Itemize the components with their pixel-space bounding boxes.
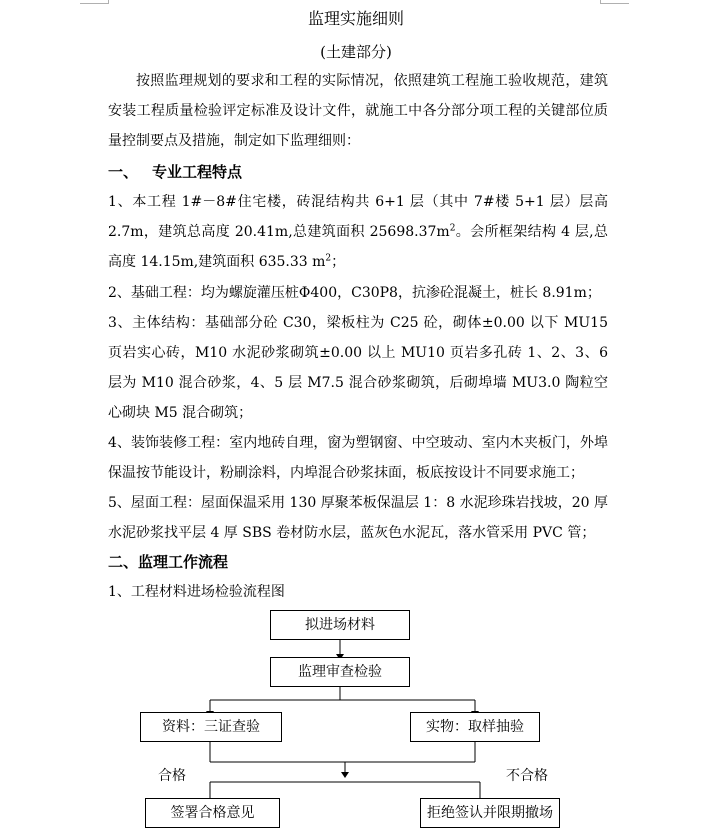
item1-superscript: 2 bbox=[449, 223, 456, 234]
flow-box-sign-approval: 签署合格意见 bbox=[145, 798, 280, 828]
section-title: 专业工程特点 bbox=[152, 163, 243, 181]
flow-label-pass: 合格 bbox=[158, 768, 186, 784]
paragraph-item-1 bbox=[108, 187, 608, 277]
section-title: 监理工作流程 bbox=[138, 553, 229, 571]
section-number: 二、 bbox=[108, 553, 139, 571]
flow-box-supervision-review: 监理审查检验 bbox=[270, 657, 410, 687]
item1-text-b: 。会所框架结构 4 层,总高度 14.15m,建筑面积 635.33 m bbox=[108, 224, 608, 270]
item1-superscript-2: 2 bbox=[325, 253, 332, 264]
flow-box-incoming-materials: 拟进场材料 bbox=[270, 610, 410, 640]
flow-label-fail: 不合格 bbox=[506, 768, 548, 784]
intro-paragraph: 按照监理规划的要求和工程的实际情况，依照建筑工程施工验收规范，建筑安装工程质量检验评定标准及设计文件，就施工中各分部分项工程的关键部位质量控制要点及措施，制定如下监理细则： bbox=[108, 73, 608, 149]
flow-box-documents-check: 资料：三证查验 bbox=[140, 712, 282, 742]
flowchart-caption: 1、工程材料进场检验流程图 bbox=[108, 584, 285, 600]
paragraph-item-4: 4、装饰装修工程：室内地砖自理，窗为塑钢窗、中空玻动、室内木夹板门，外埠保温按节能设计，粉刷涂料，内埠混合砂浆抹面，板底按设计不同要求施工； bbox=[108, 435, 608, 481]
paragraph-item-2: 2、基础工程：均为螺旋灌压桩Φ400，C30P8，抗渗砼混凝土，桩长 8.91m； bbox=[108, 285, 601, 301]
document-title: 监理实施细则 bbox=[307, 9, 404, 28]
item1-text-a: 1、本工程 1#－8#住宅楼，砖混结构共 6+1 层（其中 7#楼 5+1 层）层高 2.7m，建筑总高度 20.41m,总建筑面积 25698.37m bbox=[108, 194, 608, 240]
flow-box-reject-removal: 拒绝签认并限期撤场 bbox=[420, 798, 560, 828]
flow-box-sampling-test: 实物：取样抽验 bbox=[410, 712, 540, 742]
section-heading-1 bbox=[108, 157, 242, 187]
page-corner-mark-right bbox=[600, 0, 629, 4]
section-heading-2 bbox=[108, 547, 228, 577]
item1-text-c: ； bbox=[331, 254, 346, 270]
arrowhead-merge bbox=[341, 772, 349, 778]
paragraph-item-3: 3、主体结构：基础部分砼 C30，梁板柱为 C25 砼，砌体±0.00 以下 MU15 页岩实心砖，M10 水泥砂浆砌筑±0.00 以上 MU10 页岩多孔砖 1、2、3、6 层为 M10 混合砂浆，4、5 层 M7.5 混合砂浆砌筑，后砌埠墙 MU3.0 陶粒空心砌块 M5 混合砌筑； bbox=[108, 315, 608, 421]
paragraph-item-5: 5、屋面工程：屋面保温采用 130 厚聚苯板保温层 1：8 水泥珍珠岩找坡，20 厚水泥砂浆找平层 4 厚 SBS 卷材防水层，蓝灰色水泥瓦，落水管采用 PVC 管； bbox=[108, 495, 608, 541]
section-number: 一、 bbox=[108, 163, 139, 181]
document-subtitle: (土建部分) bbox=[320, 43, 392, 61]
material-inspection-flowchart bbox=[0, 600, 712, 819]
page-corner-mark-left bbox=[80, 0, 109, 4]
